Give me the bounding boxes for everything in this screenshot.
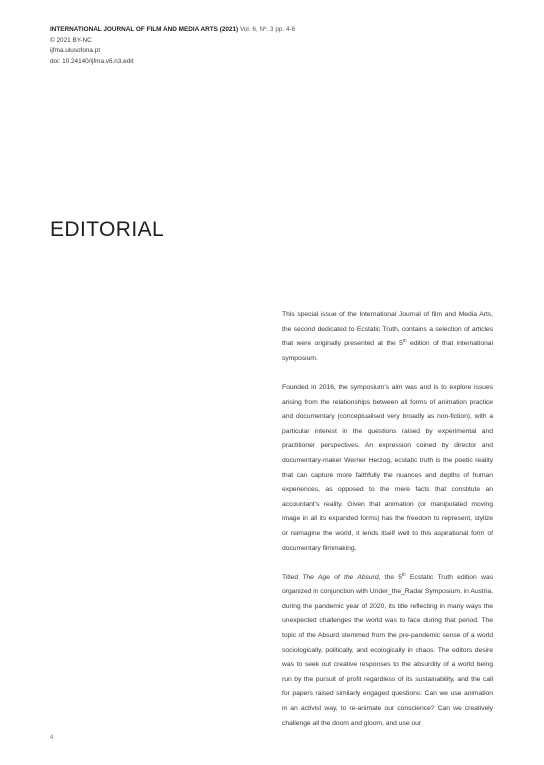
paragraph-3: Titled The Age of the Absurd, the 5th Ecstatic Truth edition was organized in conjunction with Under_the_Radar Symposium, in Austria, during the pandemic year of 2020, its title reflecting in many ways the unexpected challenges the world was to face during that period. The topic of the Absurd stemmed from the pre-pandemic sense of a world sociologically, politically, and ecologically in chaos. The editors desire was to seek out creative responses to the absurdity of a world being run by the pursuit of profit regardless of its sustainability, and the call for papers raised similarly engaged questions: Can we use animation in an activist way, to re-animate our conscience? Can we creatively challenge all the doom and gloom, and use our [282,571,493,727]
license: © 2021 BY-NC [50,36,92,44]
journal-site: ijfma.ulusofona.pt [50,47,101,54]
journal-name: INTERNATIONAL JOURNAL OF FILM AND MEDIA ARTS (2021) [50,26,239,33]
volume-info: Vol. 6, Nº. 3 pp. 4-6 [239,26,296,33]
page-number: 4 [50,735,54,741]
paragraph-1: This special issue of the International Journal of film and Media Arts, the second dedicated to Ecstatic Truth, contains a selection of articles that were originally presented at the 5th edition of that international symposium. [282,311,493,362]
symposium-title: The Age of the Absurd [302,573,379,581]
running-header [50,25,295,67]
paragraph-2: Founded in 2016, the symposium’s aim was and is to explore issues arising from the relationships between all forms of animation practice and documentary (conceptualised very broadly as non-fiction), with a particular interest in the questions raised by experimental and practitioner perspectives. An expression coined by director and documentary-maker Werner Herzog, ecstatic truth is the poetic reality that can capture more faithfully the nuances and depths of human experiences, as opposed to the mere facts that constitute an accountant’s reality. Given that animation (or manipulated moving image in all its expanded forms) has the freedom to represent, stylize or reimagine the world, it lends itself well to this aspirational form of documentary filmmaking. [282,383,493,552]
doi: doi: 10.24140/ijfma.v6.n3.edit [50,57,134,65]
editorial-body [282,308,493,731]
page-title: EDITORIAL [50,218,165,242]
journal-line [50,25,295,36]
